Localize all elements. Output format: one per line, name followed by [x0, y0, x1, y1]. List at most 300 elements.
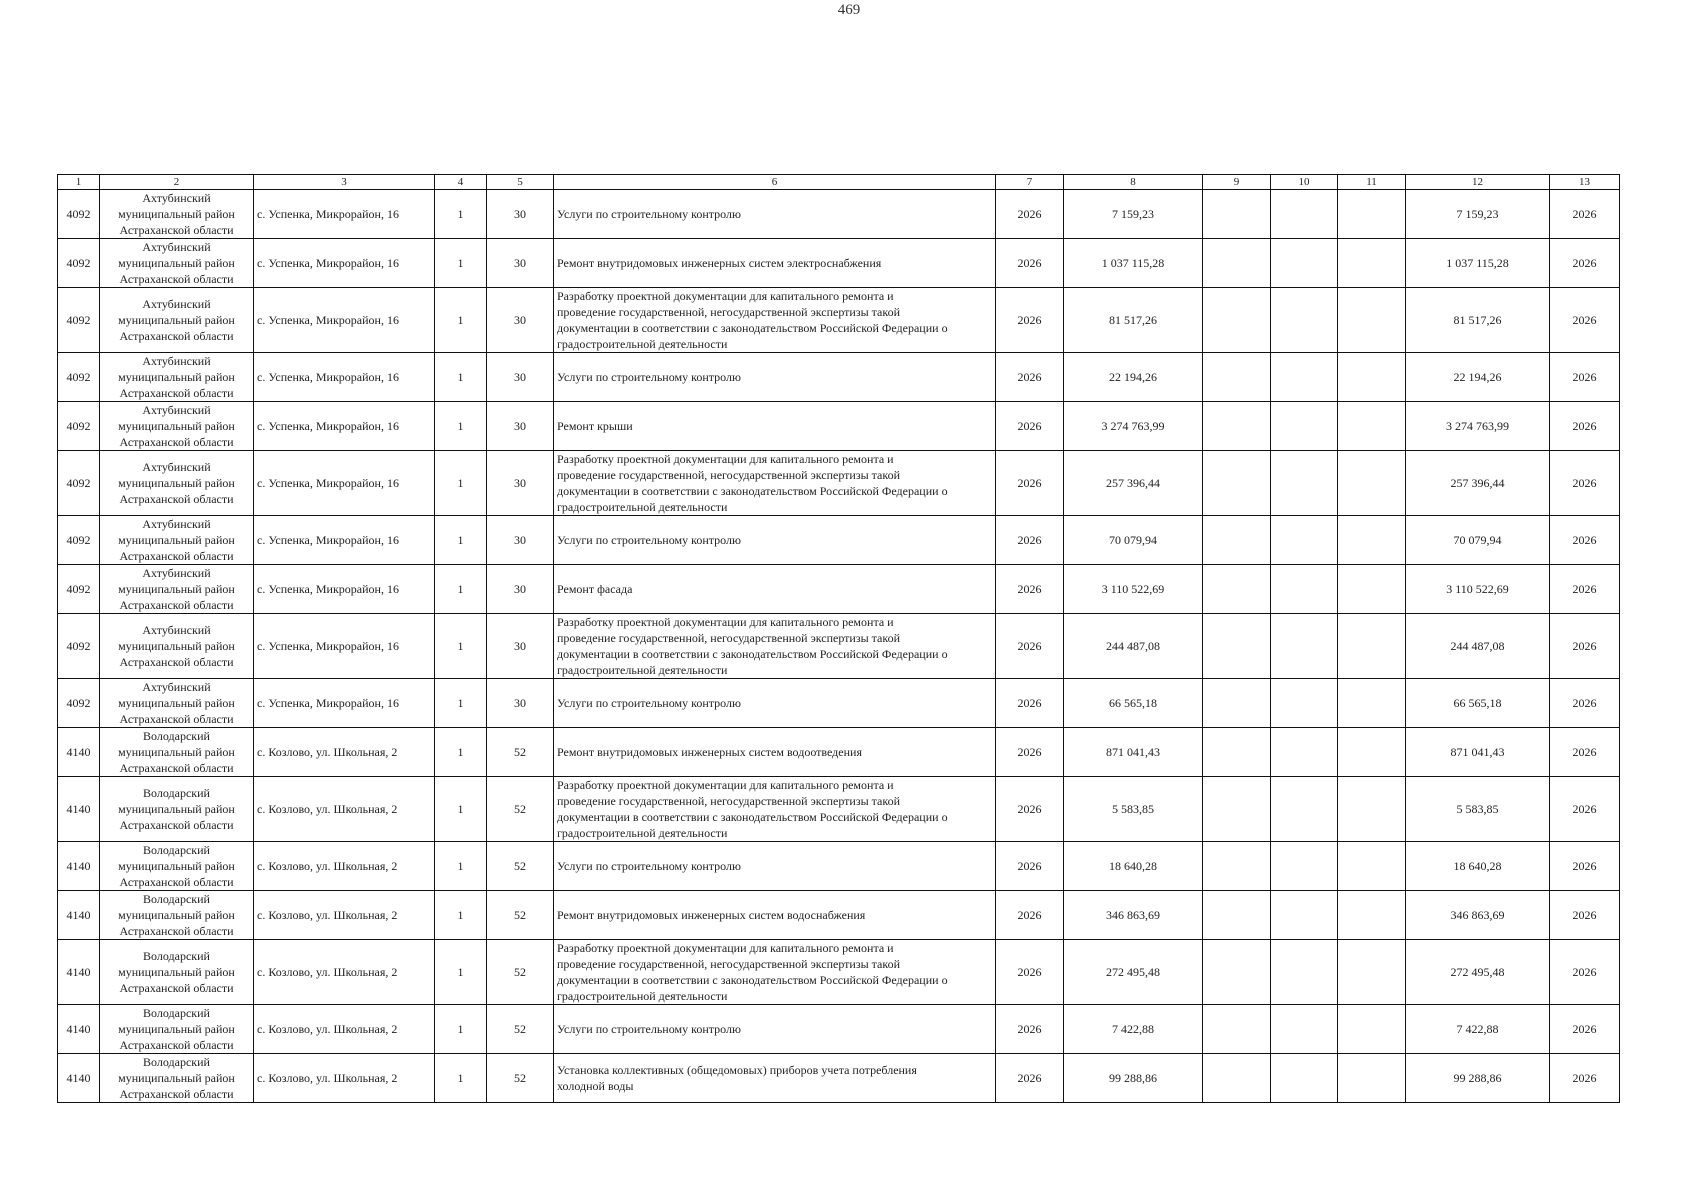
cell-municipality-line: Астраханской области — [119, 223, 234, 237]
cell-id: 4092 — [58, 516, 100, 565]
cell-col-9 — [1203, 940, 1271, 1005]
cell-year-end: 2026 — [1550, 940, 1620, 1005]
column-header: 6 — [554, 175, 996, 190]
cell-municipality — [100, 190, 254, 239]
cell-col-5: 52 — [487, 1005, 554, 1054]
cell-municipality — [100, 402, 254, 451]
cell-work-type-line: Услуги по строительному контролю — [557, 696, 741, 710]
capital-repair-table — [57, 174, 1620, 1103]
cell-col-11 — [1338, 516, 1406, 565]
cell-work-type — [554, 1054, 996, 1103]
table-row — [58, 565, 1620, 614]
cell-cost: 99 288,86 — [1064, 1054, 1203, 1103]
cell-col-11 — [1338, 451, 1406, 516]
cell-col-10 — [1271, 842, 1338, 891]
cell-municipality-line: Астраханской области — [119, 875, 234, 889]
cell-work-type-line: градостроительной деятельности — [557, 663, 728, 677]
cell-id: 4092 — [58, 451, 100, 516]
cell-cost-total: 22 194,26 — [1406, 353, 1550, 402]
cell-id: 4092 — [58, 190, 100, 239]
cell-work-type-line: Ремонт фасада — [557, 582, 633, 596]
cell-id: 4092 — [58, 679, 100, 728]
cell-col-10 — [1271, 777, 1338, 842]
cell-municipality-line: муниципальный район — [118, 582, 235, 596]
cell-col-4: 1 — [435, 842, 487, 891]
cell-col-11 — [1338, 614, 1406, 679]
cell-municipality-line: Ахтубинский — [142, 191, 211, 205]
cell-col-9 — [1203, 516, 1271, 565]
cell-id: 4140 — [58, 1005, 100, 1054]
table-row — [58, 353, 1620, 402]
cell-municipality-line: муниципальный район — [118, 1071, 235, 1085]
cell-year: 2026 — [996, 565, 1064, 614]
cell-cost: 871 041,43 — [1064, 728, 1203, 777]
cell-col-5: 30 — [487, 516, 554, 565]
cell-cost: 257 396,44 — [1064, 451, 1203, 516]
cell-col-11 — [1338, 353, 1406, 402]
cell-municipality-line: Ахтубинский — [142, 460, 211, 474]
cell-col-5: 30 — [487, 451, 554, 516]
cell-year-end: 2026 — [1550, 614, 1620, 679]
cell-col-5: 30 — [487, 353, 554, 402]
cell-year: 2026 — [996, 891, 1064, 940]
cell-col-9 — [1203, 402, 1271, 451]
cell-col-10 — [1271, 1054, 1338, 1103]
cell-work-type-line: Разработку проектной документации для капитального ремонта и — [557, 452, 894, 466]
cell-work-type — [554, 777, 996, 842]
cell-col-9 — [1203, 353, 1271, 402]
cell-id: 4140 — [58, 891, 100, 940]
cell-work-type-line: Установка коллективных (общедомовых) приборов учета потребления — [557, 1063, 917, 1077]
cell-col-9 — [1203, 565, 1271, 614]
cell-municipality-line: Ахтубинский — [142, 517, 211, 531]
cell-year: 2026 — [996, 1005, 1064, 1054]
cell-col-4: 1 — [435, 1054, 487, 1103]
cell-municipality-line: Астраханской области — [119, 549, 234, 563]
cell-cost-total: 7 159,23 — [1406, 190, 1550, 239]
cell-work-type — [554, 1005, 996, 1054]
cell-cost: 5 583,85 — [1064, 777, 1203, 842]
cell-col-11 — [1338, 842, 1406, 891]
cell-address: с. Козлово, ул. Школьная, 2 — [254, 728, 435, 777]
cell-col-11 — [1338, 565, 1406, 614]
cell-municipality — [100, 516, 254, 565]
cell-municipality-line: муниципальный район — [118, 313, 235, 327]
cell-municipality-line: Ахтубинский — [142, 297, 211, 311]
column-header: 12 — [1406, 175, 1550, 190]
cell-id: 4140 — [58, 1054, 100, 1103]
cell-col-4: 1 — [435, 777, 487, 842]
cell-address: с. Успенка, Микрорайон, 16 — [254, 190, 435, 239]
cell-municipality-line: Астраханской области — [119, 924, 234, 938]
cell-municipality — [100, 288, 254, 353]
cell-municipality-line: Астраханской области — [119, 712, 234, 726]
cell-work-type-line: градостроительной деятельности — [557, 826, 728, 840]
cell-year-end: 2026 — [1550, 451, 1620, 516]
cell-col-4: 1 — [435, 288, 487, 353]
cell-address: с. Успенка, Микрорайон, 16 — [254, 239, 435, 288]
column-header: 11 — [1338, 175, 1406, 190]
cell-col-9 — [1203, 288, 1271, 353]
table-row — [58, 1054, 1620, 1103]
cell-address: с. Козлово, ул. Школьная, 2 — [254, 777, 435, 842]
cell-address: с. Козлово, ул. Школьная, 2 — [254, 842, 435, 891]
cell-col-4: 1 — [435, 353, 487, 402]
cell-id: 4140 — [58, 842, 100, 891]
cell-year-end: 2026 — [1550, 1054, 1620, 1103]
cell-work-type — [554, 516, 996, 565]
cell-work-type-line: Услуги по строительному контролю — [557, 533, 741, 547]
cell-col-9 — [1203, 1054, 1271, 1103]
column-header: 8 — [1064, 175, 1203, 190]
cell-col-4: 1 — [435, 190, 487, 239]
cell-work-type — [554, 728, 996, 777]
cell-col-9 — [1203, 451, 1271, 516]
cell-col-11 — [1338, 777, 1406, 842]
cell-municipality — [100, 891, 254, 940]
cell-year-end: 2026 — [1550, 190, 1620, 239]
cell-cost: 66 565,18 — [1064, 679, 1203, 728]
table-row — [58, 728, 1620, 777]
cell-work-type-line: проведение государственной, негосударственной экспертизы такой — [557, 794, 901, 808]
column-header: 5 — [487, 175, 554, 190]
cell-col-4: 1 — [435, 614, 487, 679]
column-header: 13 — [1550, 175, 1620, 190]
cell-year: 2026 — [996, 728, 1064, 777]
cell-col-9 — [1203, 1005, 1271, 1054]
cell-address: с. Успенка, Микрорайон, 16 — [254, 679, 435, 728]
cell-col-5: 30 — [487, 679, 554, 728]
cell-year: 2026 — [996, 940, 1064, 1005]
cell-municipality — [100, 842, 254, 891]
cell-municipality-line: Астраханской области — [119, 435, 234, 449]
cell-work-type-line: Разработку проектной документации для капитального ремонта и — [557, 941, 894, 955]
cell-col-10 — [1271, 402, 1338, 451]
column-header: 1 — [58, 175, 100, 190]
cell-year: 2026 — [996, 516, 1064, 565]
cell-work-type-line: проведение государственной, негосударственной экспертизы такой — [557, 305, 901, 319]
cell-year-end: 2026 — [1550, 1005, 1620, 1054]
cell-col-5: 52 — [487, 891, 554, 940]
cell-cost-total: 3 274 763,99 — [1406, 402, 1550, 451]
cell-col-4: 1 — [435, 728, 487, 777]
cell-address: с. Козлово, ул. Школьная, 2 — [254, 1005, 435, 1054]
cell-work-type-line: проведение государственной, негосударственной экспертизы такой — [557, 957, 901, 971]
cell-col-9 — [1203, 777, 1271, 842]
cell-id: 4092 — [58, 239, 100, 288]
cell-cost-total: 18 640,28 — [1406, 842, 1550, 891]
cell-cost-total: 7 422,88 — [1406, 1005, 1550, 1054]
table-row — [58, 777, 1620, 842]
cell-municipality — [100, 728, 254, 777]
cell-cost-total: 66 565,18 — [1406, 679, 1550, 728]
cell-year-end: 2026 — [1550, 239, 1620, 288]
cell-col-5: 52 — [487, 842, 554, 891]
cell-work-type-line: документации в соответствии с законодательством Российской Федерации о — [557, 321, 948, 335]
cell-work-type-line: Разработку проектной документации для капитального ремонта и — [557, 615, 894, 629]
column-header: 10 — [1271, 175, 1338, 190]
cell-cost: 81 517,26 — [1064, 288, 1203, 353]
cell-col-10 — [1271, 288, 1338, 353]
cell-municipality — [100, 940, 254, 1005]
cell-cost-total: 257 396,44 — [1406, 451, 1550, 516]
table-row — [58, 451, 1620, 516]
cell-col-10 — [1271, 516, 1338, 565]
cell-col-4: 1 — [435, 679, 487, 728]
cell-municipality-line: Астраханской области — [119, 655, 234, 669]
cell-work-type-line: градостроительной деятельности — [557, 500, 728, 514]
cell-cost-total: 346 863,69 — [1406, 891, 1550, 940]
cell-id: 4092 — [58, 565, 100, 614]
cell-id: 4092 — [58, 402, 100, 451]
cell-year: 2026 — [996, 353, 1064, 402]
cell-work-type-line: градостроительной деятельности — [557, 989, 728, 1003]
cell-cost: 346 863,69 — [1064, 891, 1203, 940]
cell-col-9 — [1203, 679, 1271, 728]
cell-municipality-line: муниципальный район — [118, 859, 235, 873]
cell-id: 4140 — [58, 940, 100, 1005]
cell-col-5: 52 — [487, 1054, 554, 1103]
cell-work-type-line: документации в соответствии с законодательством Российской Федерации о — [557, 484, 948, 498]
cell-work-type-line: Услуги по строительному контролю — [557, 370, 741, 384]
cell-municipality-line: муниципальный район — [118, 802, 235, 816]
cell-year: 2026 — [996, 190, 1064, 239]
cell-municipality-line: Астраханской области — [119, 329, 234, 343]
column-number-row — [58, 175, 1620, 190]
cell-cost: 70 079,94 — [1064, 516, 1203, 565]
cell-municipality-line: Астраханской области — [119, 818, 234, 832]
cell-address: с. Козлово, ул. Школьная, 2 — [254, 1054, 435, 1103]
cell-cost-total: 871 041,43 — [1406, 728, 1550, 777]
cell-year-end: 2026 — [1550, 728, 1620, 777]
cell-col-4: 1 — [435, 1005, 487, 1054]
cell-work-type-line: Услуги по строительному контролю — [557, 859, 741, 873]
cell-col-11 — [1338, 728, 1406, 777]
cell-work-type — [554, 402, 996, 451]
column-header: 3 — [254, 175, 435, 190]
cell-work-type-line: Ремонт внутридомовых инженерных систем электроснабжения — [557, 256, 882, 270]
cell-year-end: 2026 — [1550, 777, 1620, 842]
cell-municipality-line: муниципальный район — [118, 639, 235, 653]
cell-year: 2026 — [996, 679, 1064, 728]
cell-cost: 244 487,08 — [1064, 614, 1203, 679]
table-row — [58, 614, 1620, 679]
cell-work-type-line: Разработку проектной документации для капитального ремонта и — [557, 289, 894, 303]
cell-cost: 3 274 763,99 — [1064, 402, 1203, 451]
cell-work-type — [554, 288, 996, 353]
cell-municipality-line: муниципальный район — [118, 745, 235, 759]
cell-municipality-line: Володарский — [143, 1006, 210, 1020]
cell-col-11 — [1338, 402, 1406, 451]
cell-col-11 — [1338, 679, 1406, 728]
cell-work-type — [554, 190, 996, 239]
cell-col-9 — [1203, 728, 1271, 777]
cell-year: 2026 — [996, 614, 1064, 679]
cell-address: с. Успенка, Микрорайон, 16 — [254, 288, 435, 353]
table-body — [58, 190, 1620, 1103]
cell-municipality-line: Ахтубинский — [142, 403, 211, 417]
cell-municipality-line: Ахтубинский — [142, 566, 211, 580]
cell-address: с. Успенка, Микрорайон, 16 — [254, 451, 435, 516]
cell-col-10 — [1271, 353, 1338, 402]
cell-cost: 3 110 522,69 — [1064, 565, 1203, 614]
cell-work-type-line: Услуги по строительному контролю — [557, 207, 741, 221]
table-row — [58, 1005, 1620, 1054]
cell-municipality-line: Астраханской области — [119, 272, 234, 286]
cell-work-type-line: Ремонт внутридомовых инженерных систем водоотведения — [557, 745, 862, 759]
cell-municipality-line: Астраханской области — [119, 598, 234, 612]
cell-municipality-line: Володарский — [143, 843, 210, 857]
cell-col-5: 52 — [487, 777, 554, 842]
cell-work-type-line: документации в соответствии с законодательством Российской Федерации о — [557, 973, 948, 987]
cell-address: с. Козлово, ул. Школьная, 2 — [254, 940, 435, 1005]
cell-col-5: 30 — [487, 614, 554, 679]
cell-year: 2026 — [996, 1054, 1064, 1103]
cell-municipality-line: Володарский — [143, 1055, 210, 1069]
cell-municipality-line: Астраханской области — [119, 1087, 234, 1101]
cell-col-11 — [1338, 190, 1406, 239]
column-header: 9 — [1203, 175, 1271, 190]
cell-year-end: 2026 — [1550, 516, 1620, 565]
cell-col-5: 52 — [487, 940, 554, 1005]
cell-year: 2026 — [996, 402, 1064, 451]
cell-year-end: 2026 — [1550, 353, 1620, 402]
cell-work-type — [554, 239, 996, 288]
cell-col-11 — [1338, 891, 1406, 940]
cell-id: 4092 — [58, 353, 100, 402]
cell-col-5: 30 — [487, 239, 554, 288]
cell-municipality-line: Астраханской области — [119, 761, 234, 775]
cell-municipality-line: муниципальный район — [118, 419, 235, 433]
cell-work-type — [554, 614, 996, 679]
cell-address: с. Успенка, Микрорайон, 16 — [254, 516, 435, 565]
cell-year: 2026 — [996, 451, 1064, 516]
cell-municipality-line: Астраханской области — [119, 1038, 234, 1052]
cell-work-type — [554, 679, 996, 728]
cell-col-9 — [1203, 842, 1271, 891]
cell-municipality-line: Астраханской области — [119, 386, 234, 400]
cell-work-type — [554, 565, 996, 614]
cell-municipality-line: муниципальный район — [118, 207, 235, 221]
cell-municipality-line: Володарский — [143, 786, 210, 800]
cell-cost-total: 1 037 115,28 — [1406, 239, 1550, 288]
cell-col-11 — [1338, 1054, 1406, 1103]
cell-work-type-line: градостроительной деятельности — [557, 337, 728, 351]
cell-col-4: 1 — [435, 516, 487, 565]
cell-municipality-line: муниципальный район — [118, 696, 235, 710]
cell-cost-total: 244 487,08 — [1406, 614, 1550, 679]
cell-municipality-line: Ахтубинский — [142, 240, 211, 254]
cell-year-end: 2026 — [1550, 679, 1620, 728]
table-row — [58, 190, 1620, 239]
cell-id: 4140 — [58, 777, 100, 842]
cell-municipality — [100, 353, 254, 402]
cell-year-end: 2026 — [1550, 891, 1620, 940]
cell-municipality-line: Ахтубинский — [142, 680, 211, 694]
cell-id: 4092 — [58, 288, 100, 353]
cell-col-4: 1 — [435, 891, 487, 940]
cell-municipality-line: Володарский — [143, 949, 210, 963]
table-row — [58, 516, 1620, 565]
cell-municipality-line: муниципальный район — [118, 533, 235, 547]
cell-col-10 — [1271, 728, 1338, 777]
cell-col-9 — [1203, 239, 1271, 288]
cell-year: 2026 — [996, 777, 1064, 842]
cell-municipality-line: Астраханской области — [119, 492, 234, 506]
cell-col-10 — [1271, 940, 1338, 1005]
cell-municipality — [100, 1054, 254, 1103]
cell-year: 2026 — [996, 842, 1064, 891]
cell-address: с. Козлово, ул. Школьная, 2 — [254, 891, 435, 940]
cell-municipality-line: Володарский — [143, 729, 210, 743]
cell-cost: 272 495,48 — [1064, 940, 1203, 1005]
cell-municipality — [100, 1005, 254, 1054]
table-row — [58, 891, 1620, 940]
cell-col-10 — [1271, 891, 1338, 940]
cell-year: 2026 — [996, 288, 1064, 353]
cell-col-10 — [1271, 565, 1338, 614]
cell-municipality — [100, 614, 254, 679]
cell-municipality-line: Астраханской области — [119, 981, 234, 995]
cell-year-end: 2026 — [1550, 402, 1620, 451]
cell-cost-total: 5 583,85 — [1406, 777, 1550, 842]
cell-municipality-line: Володарский — [143, 892, 210, 906]
cell-id: 4092 — [58, 614, 100, 679]
cell-col-10 — [1271, 451, 1338, 516]
cell-work-type-line: проведение государственной, негосударственной экспертизы такой — [557, 631, 901, 645]
cell-cost-total: 272 495,48 — [1406, 940, 1550, 1005]
cell-cost-total: 99 288,86 — [1406, 1054, 1550, 1103]
cell-year-end: 2026 — [1550, 565, 1620, 614]
cell-col-4: 1 — [435, 402, 487, 451]
cell-col-5: 30 — [487, 565, 554, 614]
table-row — [58, 940, 1620, 1005]
column-header: 2 — [100, 175, 254, 190]
cell-col-9 — [1203, 614, 1271, 679]
cell-cost-total: 70 079,94 — [1406, 516, 1550, 565]
cell-col-10 — [1271, 190, 1338, 239]
cell-municipality-line: муниципальный район — [118, 370, 235, 384]
cell-work-type — [554, 891, 996, 940]
cell-col-9 — [1203, 891, 1271, 940]
cell-work-type-line: проведение государственной, негосударственной экспертизы такой — [557, 468, 901, 482]
cell-col-5: 30 — [487, 190, 554, 239]
cell-col-10 — [1271, 679, 1338, 728]
table-row — [58, 842, 1620, 891]
cell-cost: 7 159,23 — [1064, 190, 1203, 239]
cell-col-4: 1 — [435, 451, 487, 516]
cell-municipality-line: муниципальный район — [118, 256, 235, 270]
cell-municipality-line: Ахтубинский — [142, 354, 211, 368]
cell-col-11 — [1338, 940, 1406, 1005]
cell-municipality — [100, 679, 254, 728]
cell-col-10 — [1271, 239, 1338, 288]
cell-cost-total: 81 517,26 — [1406, 288, 1550, 353]
cell-cost: 7 422,88 — [1064, 1005, 1203, 1054]
cell-municipality — [100, 565, 254, 614]
table-row — [58, 288, 1620, 353]
cell-id: 4140 — [58, 728, 100, 777]
cell-col-10 — [1271, 614, 1338, 679]
cell-year: 2026 — [996, 239, 1064, 288]
cell-cost: 18 640,28 — [1064, 842, 1203, 891]
cell-col-4: 1 — [435, 940, 487, 1005]
table-row — [58, 402, 1620, 451]
cell-municipality-line: муниципальный район — [118, 1022, 235, 1036]
cell-work-type — [554, 353, 996, 402]
cell-work-type-line: документации в соответствии с законодательством Российской Федерации о — [557, 810, 948, 824]
cell-col-11 — [1338, 1005, 1406, 1054]
